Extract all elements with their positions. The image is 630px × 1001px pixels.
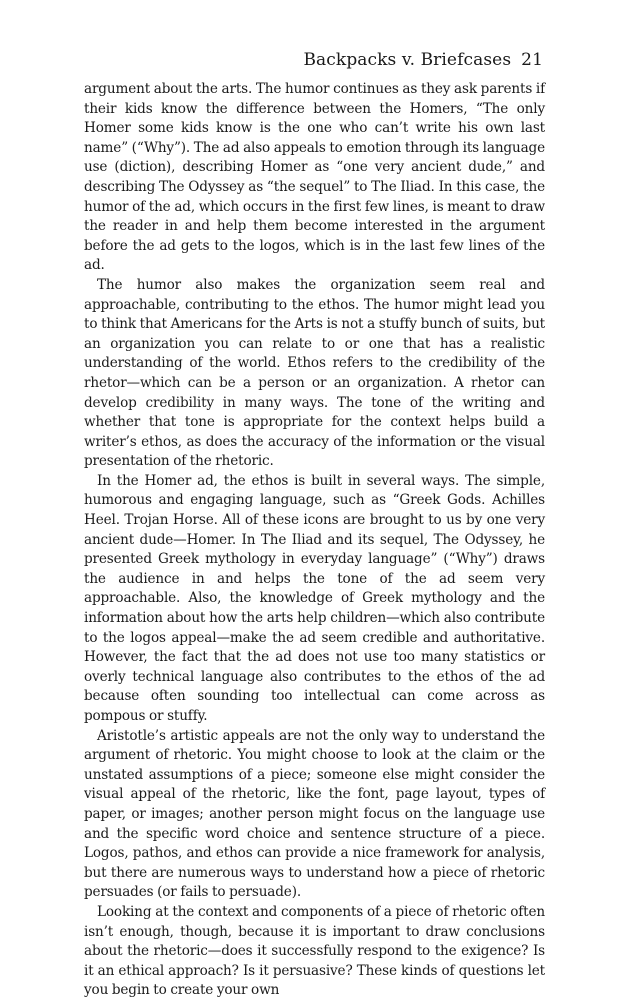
paragraph-artistic-appeals: Aristotle’s artistic appeals are not the only way to understand the argument of rhetoric. You might choose to look at the claim or the unstated assumptions of a piece; someone else might consider the visual appeal of the rhetoric, like the font, page layout, types of paper, or images; another person might focus on the language use and the specific word choice and sentence structure of a piece. Logos, pathos, and ethos can provide a nice framework for analysis, but there are numerous ways to understand how a piece of rhetoric persuades (or fails to persuade).: [84, 727, 545, 901]
paragraph-continued: argument about the arts. The humor continues as they ask parents if their kids know the difference between the Homers, “The only Homer some kids know is the one who can’t write his own last name” (“Why”). The ad also appeals to emotion through its language use (diction), describing Homer as “one very ancient dude,” and describing The Odyssey as “the sequel” to The Iliad. In this case, the humor of the ad, which occurs in the first few lines, is meant to draw the reader in and help them become interested in the argument before the ad gets to the logos, which is in the last few lines of the ad.: [84, 81, 545, 274]
body-text: [84, 80, 545, 1001]
running-head: [303, 50, 543, 70]
paragraph-humor-ethos: The humor also makes the organization seem real and approachable, contributing to the ethos. The humor might lead you to think that Americans for the Arts is not a stuffy bunch of suits, but an organization you can relate to or one that has a realistic understanding of the world. Ethos refers to the credibility of the rhetor—which can be a person or an organization. A rhetor can develop credibility in many ways. The tone of the writing and whether that tone is appropriate for the context helps build a writer’s ethos, as does the accuracy of the information or the visual presentation of the rhetoric.: [84, 276, 545, 470]
page-number: 21: [521, 50, 543, 70]
paragraph-conclusions: Looking at the context and components of a piece of rhetoric often isn’t enough, though, because it is important to draw conclusions about the rhetoric—does it successfully respond to the exigence? Is it an ethical approach? Is it persuasive? These kinds of questions let you begin to create your own: [84, 903, 545, 999]
running-title: Backpacks v. Briefcases: [303, 50, 512, 70]
paragraph-homer-ethos: In the Homer ad, the ethos is built in several ways. The simple, humorous and engaging language, such as “Greek Gods. Achilles Heel. Trojan Horse. All of these icons are brought to us by one very ancient dude—Homer. In The Iliad and its sequel, The Odyssey, he presented Greek mythology in everyday language” (“Why”) draws the audience in and helps the tone of the ad seem very approachable. Also, the knowledge of Greek mythology and the information about how the arts help children—which also contribute to the logos appeal—make the ad seem credible and authoritative. However, the fact that the ad does not use too many statistics or overly technical language also contributes to the ethos of the ad because often sounding too intellectual can come across as pompous or stuffy.: [84, 472, 545, 724]
